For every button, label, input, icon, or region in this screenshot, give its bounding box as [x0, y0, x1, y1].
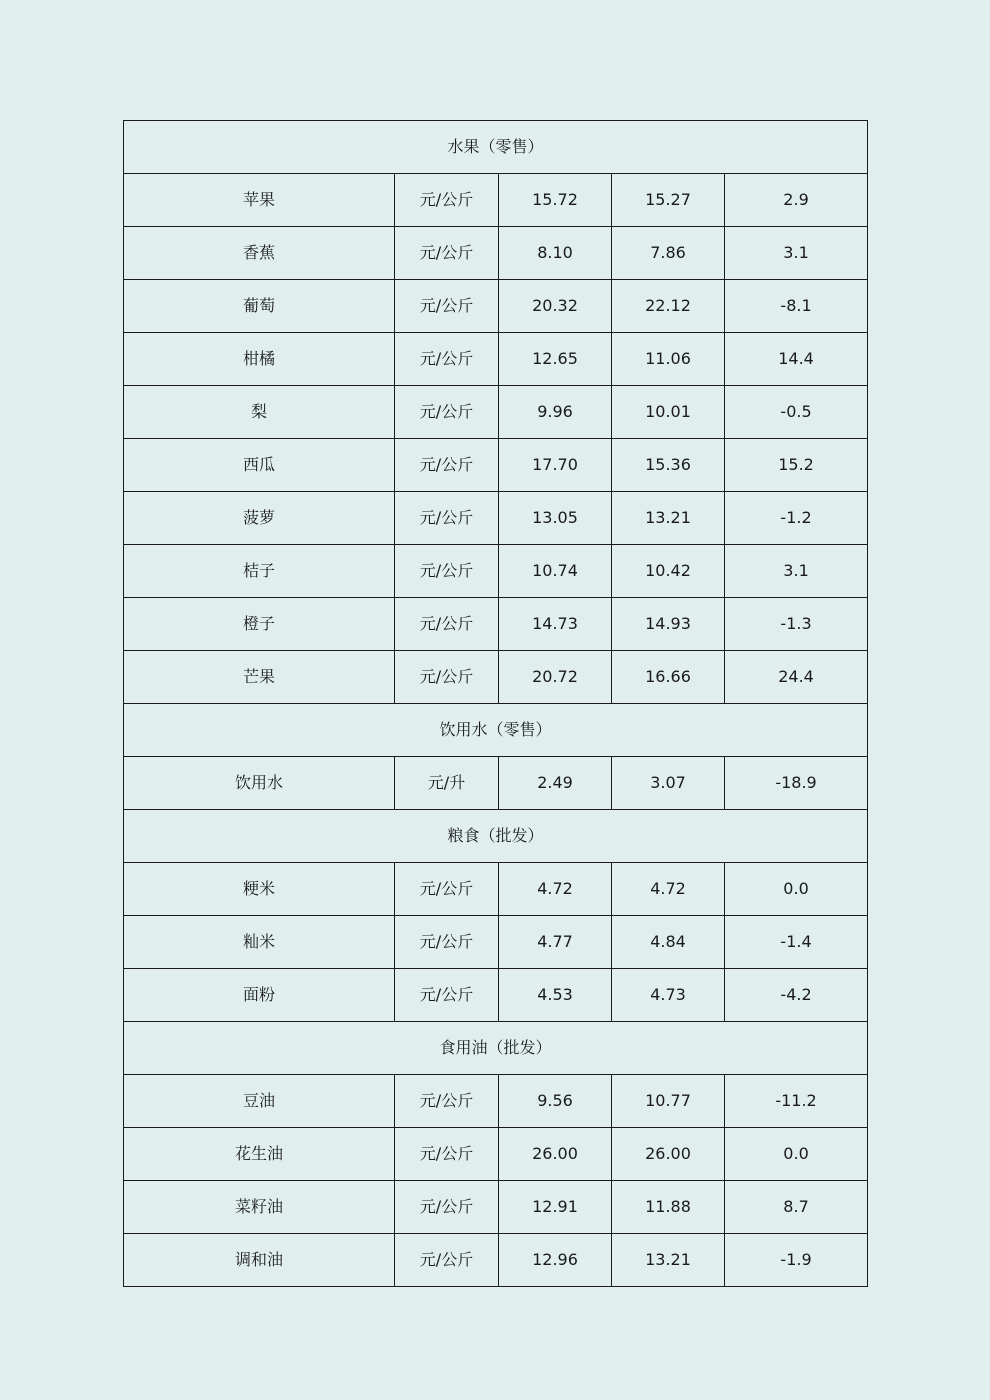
previous-price-cell: 4.73 [612, 969, 725, 1022]
table-row [124, 1181, 868, 1234]
item-name-cell: 菠萝 [124, 492, 395, 545]
item-name-cell: 调和油 [124, 1234, 395, 1287]
table-row [124, 545, 868, 598]
section-title: 饮用水（零售） [124, 704, 868, 757]
unit-cell: 元/公斤 [395, 439, 499, 492]
change-percent-cell: -11.2 [725, 1075, 868, 1128]
current-price-cell: 9.56 [499, 1075, 612, 1128]
change-percent-cell: 14.4 [725, 333, 868, 386]
change-percent-cell: -1.4 [725, 916, 868, 969]
previous-price-cell: 10.01 [612, 386, 725, 439]
current-price-cell: 2.49 [499, 757, 612, 810]
item-name-cell: 梨 [124, 386, 395, 439]
unit-cell: 元/升 [395, 757, 499, 810]
current-price-cell: 12.96 [499, 1234, 612, 1287]
previous-price-cell: 15.36 [612, 439, 725, 492]
unit-cell: 元/公斤 [395, 174, 499, 227]
table-row [124, 280, 868, 333]
item-name-cell: 花生油 [124, 1128, 395, 1181]
change-percent-cell: -4.2 [725, 969, 868, 1022]
item-name-cell: 橙子 [124, 598, 395, 651]
current-price-cell: 26.00 [499, 1128, 612, 1181]
unit-cell: 元/公斤 [395, 386, 499, 439]
item-name-cell: 葡萄 [124, 280, 395, 333]
previous-price-cell: 4.84 [612, 916, 725, 969]
unit-cell: 元/公斤 [395, 598, 499, 651]
section-title: 水果（零售） [124, 121, 868, 174]
change-percent-cell: 3.1 [725, 545, 868, 598]
change-percent-cell: -1.3 [725, 598, 868, 651]
current-price-cell: 9.96 [499, 386, 612, 439]
price-table [123, 120, 868, 1287]
previous-price-cell: 10.77 [612, 1075, 725, 1128]
change-percent-cell: 2.9 [725, 174, 868, 227]
previous-price-cell: 11.88 [612, 1181, 725, 1234]
current-price-cell: 10.74 [499, 545, 612, 598]
table-row [124, 651, 868, 704]
current-price-cell: 13.05 [499, 492, 612, 545]
table-row [124, 439, 868, 492]
change-percent-cell: -1.2 [725, 492, 868, 545]
section-title: 粮食（批发） [124, 810, 868, 863]
table-row [124, 492, 868, 545]
current-price-cell: 8.10 [499, 227, 612, 280]
previous-price-cell: 7.86 [612, 227, 725, 280]
table-row [124, 1234, 868, 1287]
previous-price-cell: 26.00 [612, 1128, 725, 1181]
current-price-cell: 4.77 [499, 916, 612, 969]
unit-cell: 元/公斤 [395, 969, 499, 1022]
current-price-cell: 12.91 [499, 1181, 612, 1234]
table-row [124, 863, 868, 916]
previous-price-cell: 13.21 [612, 1234, 725, 1287]
change-percent-cell: 0.0 [725, 1128, 868, 1181]
item-name-cell: 桔子 [124, 545, 395, 598]
change-percent-cell: 24.4 [725, 651, 868, 704]
current-price-cell: 12.65 [499, 333, 612, 386]
previous-price-cell: 10.42 [612, 545, 725, 598]
change-percent-cell: -0.5 [725, 386, 868, 439]
current-price-cell: 14.73 [499, 598, 612, 651]
table-row [124, 757, 868, 810]
change-percent-cell: -8.1 [725, 280, 868, 333]
item-name-cell: 饮用水 [124, 757, 395, 810]
previous-price-cell: 11.06 [612, 333, 725, 386]
current-price-cell: 20.32 [499, 280, 612, 333]
table-row [124, 1128, 868, 1181]
item-name-cell: 粳米 [124, 863, 395, 916]
item-name-cell: 豆油 [124, 1075, 395, 1128]
unit-cell: 元/公斤 [395, 545, 499, 598]
unit-cell: 元/公斤 [395, 492, 499, 545]
change-percent-cell: 8.7 [725, 1181, 868, 1234]
section-header-row [124, 1022, 868, 1075]
change-percent-cell: 0.0 [725, 863, 868, 916]
item-name-cell: 西瓜 [124, 439, 395, 492]
change-percent-cell: -18.9 [725, 757, 868, 810]
section-header-row [124, 810, 868, 863]
table-row [124, 598, 868, 651]
change-percent-cell: -1.9 [725, 1234, 868, 1287]
current-price-cell: 20.72 [499, 651, 612, 704]
change-percent-cell: 3.1 [725, 227, 868, 280]
previous-price-cell: 13.21 [612, 492, 725, 545]
table-row [124, 227, 868, 280]
unit-cell: 元/公斤 [395, 227, 499, 280]
unit-cell: 元/公斤 [395, 651, 499, 704]
change-percent-cell: 15.2 [725, 439, 868, 492]
table-row [124, 916, 868, 969]
previous-price-cell: 15.27 [612, 174, 725, 227]
unit-cell: 元/公斤 [395, 280, 499, 333]
current-price-cell: 17.70 [499, 439, 612, 492]
current-price-cell: 4.72 [499, 863, 612, 916]
price-table-body [124, 121, 868, 1287]
current-price-cell: 15.72 [499, 174, 612, 227]
item-name-cell: 香蕉 [124, 227, 395, 280]
item-name-cell: 苹果 [124, 174, 395, 227]
table-row [124, 174, 868, 227]
item-name-cell: 菜籽油 [124, 1181, 395, 1234]
section-header-row [124, 121, 868, 174]
table-row [124, 386, 868, 439]
item-name-cell: 面粉 [124, 969, 395, 1022]
unit-cell: 元/公斤 [395, 333, 499, 386]
unit-cell: 元/公斤 [395, 1181, 499, 1234]
current-price-cell: 4.53 [499, 969, 612, 1022]
previous-price-cell: 14.93 [612, 598, 725, 651]
unit-cell: 元/公斤 [395, 863, 499, 916]
item-name-cell: 籼米 [124, 916, 395, 969]
previous-price-cell: 3.07 [612, 757, 725, 810]
previous-price-cell: 16.66 [612, 651, 725, 704]
previous-price-cell: 22.12 [612, 280, 725, 333]
unit-cell: 元/公斤 [395, 1075, 499, 1128]
section-title: 食用油（批发） [124, 1022, 868, 1075]
previous-price-cell: 4.72 [612, 863, 725, 916]
unit-cell: 元/公斤 [395, 1234, 499, 1287]
item-name-cell: 柑橘 [124, 333, 395, 386]
table-row [124, 333, 868, 386]
table-row [124, 969, 868, 1022]
section-header-row [124, 704, 868, 757]
unit-cell: 元/公斤 [395, 916, 499, 969]
item-name-cell: 芒果 [124, 651, 395, 704]
unit-cell: 元/公斤 [395, 1128, 499, 1181]
table-row [124, 1075, 868, 1128]
